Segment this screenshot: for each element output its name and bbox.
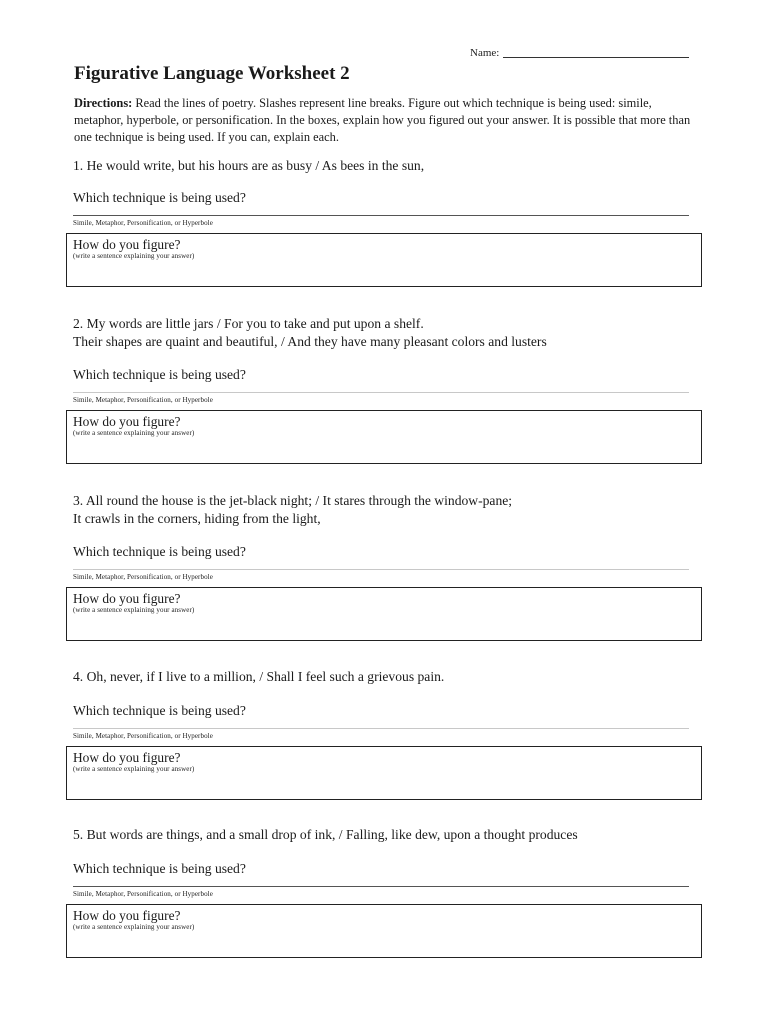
question-3-line-1: 3. All round the house is the jet-black night; / It stares through the window-pane; <box>73 493 513 508</box>
question-3-answer-line[interactable] <box>73 569 689 570</box>
question-5-answer-line[interactable] <box>73 886 689 887</box>
directions-label: Directions: <box>74 96 133 110</box>
question-1-box-title: How do you figure? <box>73 237 181 252</box>
question-2-line-1: 2. My words are little jars / For you to take and put upon a shelf. <box>73 316 424 331</box>
question-2-answer-line[interactable] <box>73 392 689 393</box>
question-4-options: Simile, Metaphor, Personification, or Hyperbole <box>73 732 213 740</box>
question-3-box-subtitle: (write a sentence explaining your answer) <box>73 606 195 614</box>
question-1-prompt: Which technique is being used? <box>73 190 246 205</box>
question-1-explanation-box[interactable] <box>66 233 702 287</box>
question-5-prompt: Which technique is being used? <box>73 861 246 876</box>
question-5-box-subtitle: (write a sentence explaining your answer) <box>73 923 195 931</box>
question-4-answer-line[interactable] <box>73 728 689 729</box>
directions-text: Read the lines of poetry. Slashes represent line breaks. Figure out which technique is being used: simile, metaphor, hyperbole, or personification. In the boxes, explain how you figured out your answer. It is possible that more than one technique is being used. If you can, explain each. <box>74 96 691 144</box>
question-5-box-title: How do you figure? <box>73 908 181 923</box>
question-4-box-subtitle: (write a sentence explaining your answer) <box>73 765 195 773</box>
name-field[interactable] <box>470 47 689 59</box>
question-1-options: Simile, Metaphor, Personification, or Hyperbole <box>73 219 213 227</box>
question-4-prompt: Which technique is being used? <box>73 703 246 718</box>
question-5-explanation-box[interactable] <box>66 904 702 958</box>
question-3-prompt: Which technique is being used? <box>73 544 246 559</box>
question-2-options: Simile, Metaphor, Personification, or Hyperbole <box>73 396 213 404</box>
question-3 <box>66 492 706 641</box>
name-blank-line[interactable] <box>503 47 689 58</box>
question-1 <box>66 157 706 287</box>
question-2-box-title: How do you figure? <box>73 414 181 429</box>
question-3-options: Simile, Metaphor, Personification, or Hyperbole <box>73 573 213 581</box>
question-3-box-title: How do you figure? <box>73 591 181 606</box>
question-4-explanation-box[interactable] <box>66 746 702 800</box>
question-1-line-1: 1. He would write, but his hours are as busy / As bees in the sun, <box>73 158 425 173</box>
question-2-box-subtitle: (write a sentence explaining your answer) <box>73 429 195 437</box>
question-2-prompt: Which technique is being used? <box>73 367 246 382</box>
name-label: Name: <box>470 47 500 59</box>
question-5 <box>66 826 706 958</box>
question-4-line-1: 4. Oh, never, if I live to a million, / Shall I feel such a grievous pain. <box>73 669 445 684</box>
question-2-line-2: Their shapes are quaint and beautiful, / And they have many pleasant colors and lusters <box>73 334 547 349</box>
question-1-answer-line[interactable] <box>73 215 689 216</box>
directions-paragraph <box>74 95 694 146</box>
question-3-line-2: It crawls in the corners, hiding from the light, <box>73 511 321 526</box>
question-5-options: Simile, Metaphor, Personification, or Hyperbole <box>73 890 213 898</box>
worksheet-title: Figurative Language Worksheet 2 <box>74 63 350 84</box>
question-1-box-subtitle: (write a sentence explaining your answer) <box>73 252 195 260</box>
question-5-line-1: 5. But words are things, and a small drop of ink, / Falling, like dew, upon a thought produces <box>73 827 578 842</box>
question-2-explanation-box[interactable] <box>66 410 702 464</box>
question-4 <box>66 668 706 800</box>
question-2 <box>66 315 706 464</box>
question-3-explanation-box[interactable] <box>66 587 702 641</box>
question-4-box-title: How do you figure? <box>73 750 181 765</box>
